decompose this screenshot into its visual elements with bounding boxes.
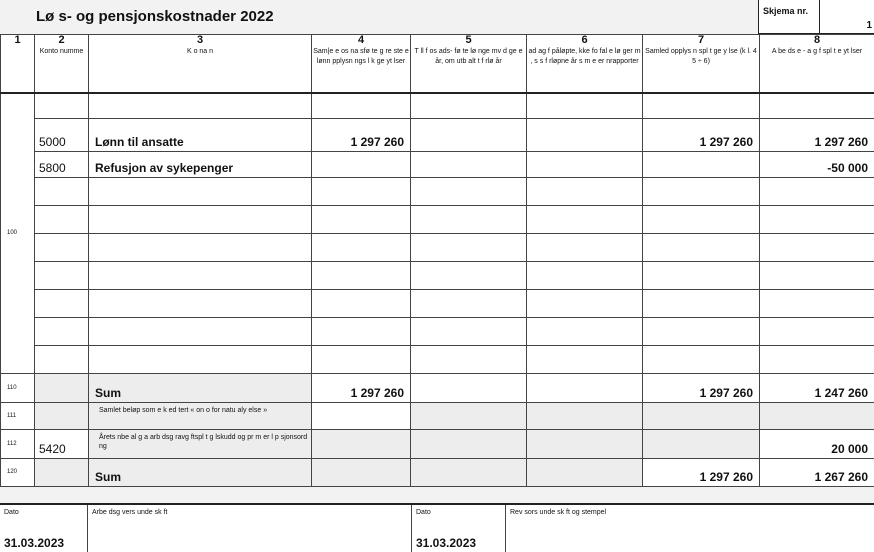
sum-amount: 1 297 260 <box>312 373 411 402</box>
sum-label: Sum <box>89 458 312 486</box>
amount-cell[interactable] <box>312 93 411 118</box>
amount-cell[interactable] <box>527 205 643 233</box>
amount-cell[interactable] <box>411 261 527 289</box>
konto-cell <box>35 373 89 402</box>
table-row <box>1 118 874 151</box>
amount-cell[interactable] <box>643 289 760 317</box>
konto-cell <box>35 458 89 486</box>
amount-cell[interactable]: 1 297 260 <box>643 118 760 151</box>
amount-cell[interactable] <box>411 93 527 118</box>
amount-cell[interactable] <box>643 93 760 118</box>
amount-cell[interactable] <box>312 261 411 289</box>
amount-cell[interactable] <box>527 345 643 373</box>
sum-amount: 1 247 260 <box>760 373 874 402</box>
text-cell[interactable] <box>89 93 312 118</box>
schema-number-label: Skjema nr. <box>763 6 808 16</box>
table-row <box>1 289 874 317</box>
line-number-111: 111 <box>1 402 35 429</box>
sum-label: Sum <box>89 373 312 402</box>
amount-cell[interactable] <box>760 317 874 345</box>
amount-cell[interactable] <box>760 345 874 373</box>
amount-cell[interactable]: -50 000 <box>760 151 874 177</box>
row-111 <box>1 402 874 429</box>
amount-cell[interactable] <box>312 233 411 261</box>
employer-signature-label: Arbe dsg vers unde sk ft <box>92 509 167 516</box>
sum-row-110 <box>1 373 874 402</box>
konto-cell <box>35 402 89 429</box>
konto-cell[interactable] <box>35 205 89 233</box>
konto-cell[interactable] <box>35 345 89 373</box>
signature-footer <box>0 503 874 552</box>
header-row <box>1 35 874 94</box>
amount-cell[interactable] <box>760 93 874 118</box>
schema-number-field[interactable] <box>819 0 874 33</box>
amount-cell <box>527 429 643 458</box>
col-header-7: 7 Samled opplys n spl t ge y lse (k l. 4 5 ÷ 6) <box>643 35 760 94</box>
sum-amount: 1 297 260 <box>643 373 760 402</box>
konto-cell[interactable] <box>35 289 89 317</box>
konto-cell[interactable]: 5420 <box>35 429 89 458</box>
date-value-2: 31.03.2023 <box>416 536 476 550</box>
form-title: Lø s- og pensjonskostnader 2022 <box>36 8 274 25</box>
amount-cell[interactable] <box>643 177 760 205</box>
col-header-4: 4 Sam|e e os na sfø te g re ste e lønn pplysn ngs l k ge yt lser <box>312 35 411 94</box>
row-111-text: Samlet beløp som e k ed tert « on o for natu aly else » <box>89 402 312 429</box>
sum-amount <box>527 373 643 402</box>
amount-cell[interactable] <box>411 289 527 317</box>
amount-cell[interactable] <box>411 205 527 233</box>
amount-cell[interactable] <box>760 233 874 261</box>
amount-cell[interactable] <box>411 317 527 345</box>
col-header-8: 8 A be ds e - a g f spl t e yt lser <box>760 35 874 94</box>
table-row <box>1 261 874 289</box>
amount-cell[interactable] <box>643 261 760 289</box>
amount-cell[interactable] <box>643 317 760 345</box>
amount-cell[interactable] <box>527 118 643 151</box>
amount-cell[interactable]: 20 000 <box>760 429 874 458</box>
konto-cell[interactable] <box>35 261 89 289</box>
text-cell[interactable] <box>89 317 312 345</box>
amount-cell[interactable] <box>760 177 874 205</box>
text-cell[interactable] <box>89 261 312 289</box>
amount-cell[interactable] <box>411 118 527 151</box>
amount-cell[interactable] <box>527 177 643 205</box>
schema-number-value: 1 <box>866 20 872 31</box>
amount-cell[interactable] <box>527 151 643 177</box>
line-number-112: 112 <box>1 429 35 458</box>
amount-cell[interactable] <box>527 317 643 345</box>
text-cell[interactable] <box>89 233 312 261</box>
date-label-2: Dato <box>416 509 431 516</box>
amount-cell[interactable] <box>760 289 874 317</box>
sum-amount: 1 297 260 <box>643 458 760 486</box>
text-cell[interactable] <box>89 289 312 317</box>
amount-cell[interactable] <box>527 233 643 261</box>
date-label: Dato <box>4 509 19 516</box>
table-row <box>1 93 874 118</box>
amount-cell <box>643 429 760 458</box>
date-field[interactable] <box>0 505 88 552</box>
table-row <box>1 205 874 233</box>
amount-cell[interactable] <box>312 402 411 429</box>
amount-cell[interactable] <box>312 345 411 373</box>
amount-cell[interactable] <box>312 177 411 205</box>
amount-cell[interactable] <box>312 289 411 317</box>
cost-table <box>0 34 874 487</box>
konto-cell[interactable]: 5000 <box>35 118 89 151</box>
amount-cell[interactable] <box>643 345 760 373</box>
text-cell[interactable]: Refusjon av sykepenger <box>89 151 312 177</box>
amount-cell[interactable] <box>411 177 527 205</box>
auditor-signature-label: Rev sors unde sk ft og stempel <box>510 509 606 516</box>
amount-cell <box>643 402 760 429</box>
konto-cell[interactable] <box>35 93 89 118</box>
amount-cell <box>411 402 527 429</box>
sum-amount <box>527 458 643 486</box>
text-cell[interactable] <box>89 177 312 205</box>
amount-cell[interactable] <box>411 151 527 177</box>
employer-signature-field[interactable] <box>88 505 412 552</box>
date-field-2[interactable] <box>412 505 506 552</box>
text-cell[interactable]: Lønn til ansatte <box>89 118 312 151</box>
amount-cell <box>760 402 874 429</box>
amount-cell[interactable]: 1 297 260 <box>760 118 874 151</box>
sum-amount <box>312 458 411 486</box>
col-header-5: 5 T ll f os ads- fø te lø nge mv d ge e år, om utb alt t f rlø år <box>411 35 527 94</box>
table-row <box>1 151 874 177</box>
col-header-6: 6 ad ag f påløpte, kke fo fal e lø ger m , s s f rløpne år s m e er nrapporter <box>527 35 643 94</box>
konto-cell[interactable] <box>35 177 89 205</box>
sum-amount: 1 267 260 <box>760 458 874 486</box>
amount-cell[interactable]: 1 297 260 <box>312 118 411 151</box>
col-header-3: 3 K o na n <box>89 35 312 94</box>
sum-amount <box>411 373 527 402</box>
table-row <box>1 233 874 261</box>
col-header-1: 1 <box>1 35 35 94</box>
row-112-text: Årets nbe al g a arb dsg ravg ftspl t g lskudd og pr m er l p sjonsord ng <box>89 429 312 458</box>
date-value: 31.03.2023 <box>4 536 64 550</box>
table-row <box>1 177 874 205</box>
line-number-110: 110 <box>1 373 35 402</box>
text-cell[interactable] <box>89 345 312 373</box>
amount-cell[interactable] <box>527 261 643 289</box>
row-112 <box>1 429 874 458</box>
amount-cell[interactable] <box>643 205 760 233</box>
sum-amount <box>411 458 527 486</box>
amount-cell[interactable] <box>312 317 411 345</box>
schema-number-box <box>758 0 874 35</box>
table-row <box>1 317 874 345</box>
konto-cell[interactable] <box>35 233 89 261</box>
line-number-120: 120 <box>1 458 35 486</box>
line-number-100: 100 <box>1 93 35 373</box>
amount-cell[interactable] <box>527 289 643 317</box>
konto-cell[interactable]: 5800 <box>35 151 89 177</box>
amount-cell[interactable] <box>760 261 874 289</box>
amount-cell[interactable] <box>312 151 411 177</box>
amount-cell[interactable] <box>760 205 874 233</box>
col-header-2: 2 Konto numme <box>35 35 89 94</box>
amount-cell <box>527 402 643 429</box>
konto-cell[interactable] <box>35 317 89 345</box>
amount-cell[interactable] <box>411 233 527 261</box>
auditor-signature-field[interactable] <box>506 505 874 552</box>
amount-cell <box>411 429 527 458</box>
amount-cell[interactable] <box>643 151 760 177</box>
sum-row-120 <box>1 458 874 486</box>
amount-cell[interactable] <box>312 205 411 233</box>
text-cell[interactable] <box>89 205 312 233</box>
amount-cell[interactable] <box>643 233 760 261</box>
amount-cell[interactable] <box>411 345 527 373</box>
amount-cell <box>312 429 411 458</box>
amount-cell[interactable] <box>527 93 643 118</box>
table-row <box>1 345 874 373</box>
